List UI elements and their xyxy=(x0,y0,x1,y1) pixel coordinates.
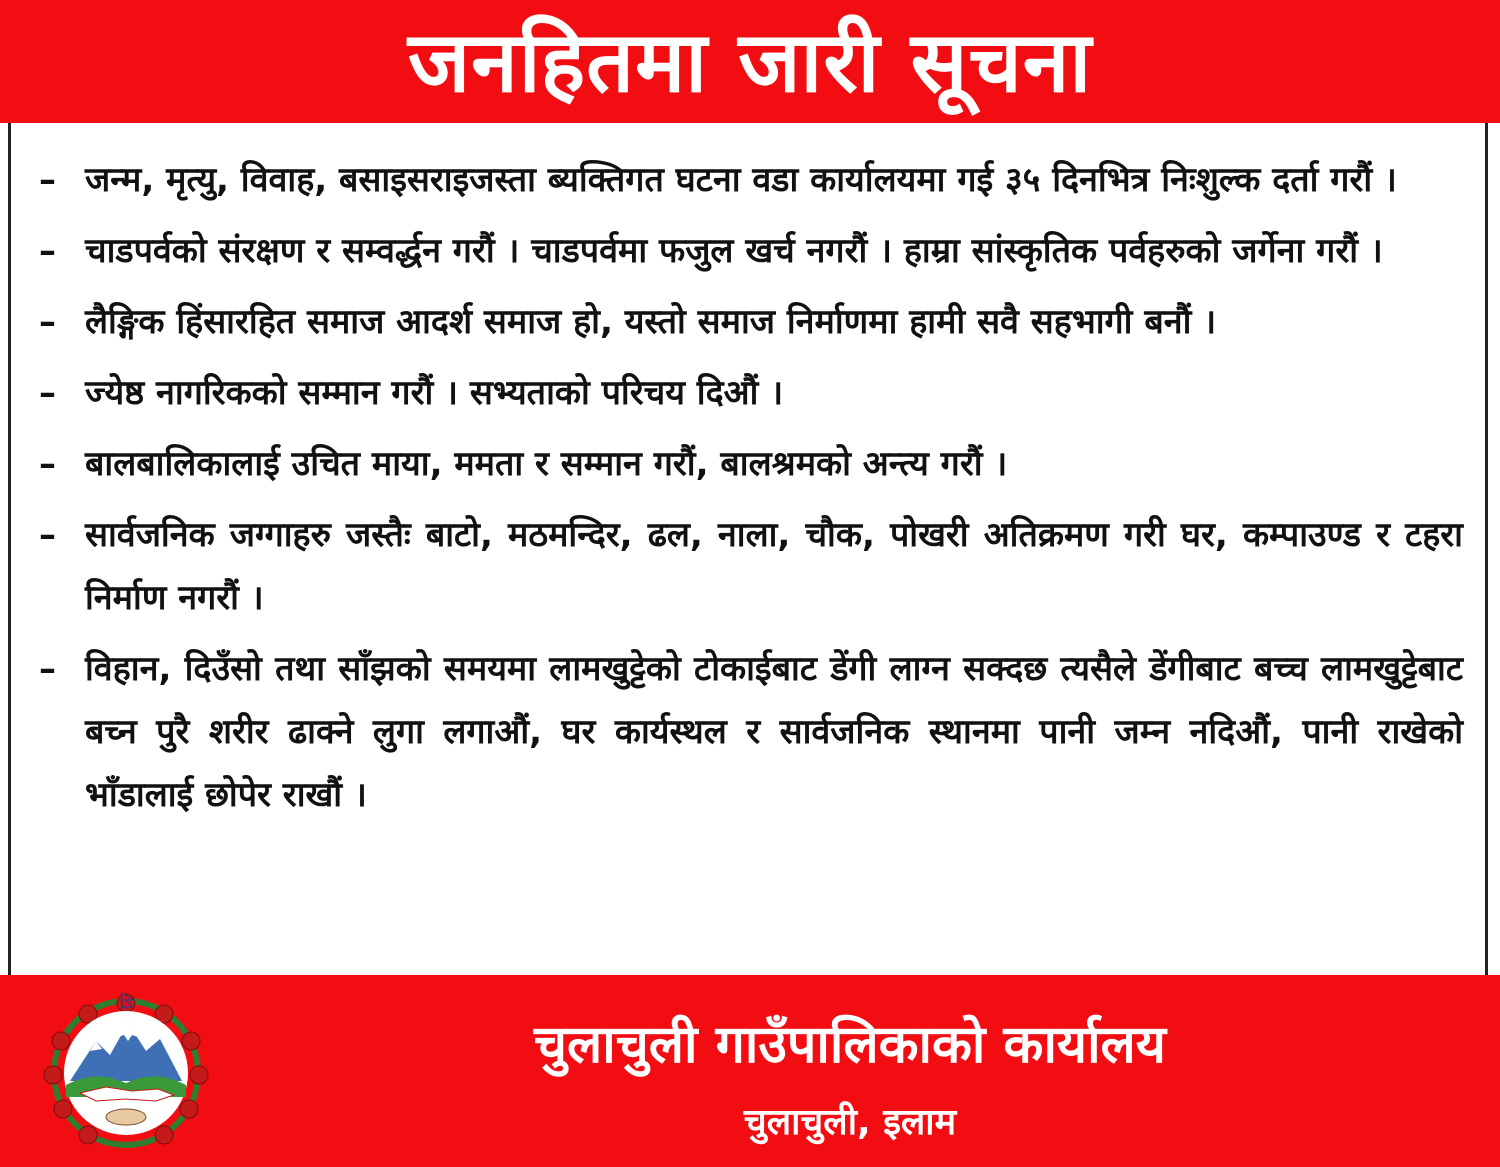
bullet-dash: – xyxy=(39,373,56,413)
notice-text: बालबालिकालाई उचित माया, ममता र सम्मान गरौं, बालश्रमको अन्त्य गरौं । xyxy=(85,444,1008,484)
notice-list xyxy=(39,149,1463,827)
notice-body xyxy=(8,123,1488,975)
list-item xyxy=(39,433,1463,496)
office-location: चुलाचुली, इलाम xyxy=(743,1102,957,1143)
notice-text: ज्येष्ठ नागरिकको सम्मान गरौं । सभ्यताको परिचय दिऔं । xyxy=(85,373,784,413)
list-item xyxy=(39,291,1463,354)
notice-text: जन्म, मृत्यु, विवाह, बसाइसराइजस्ता ब्यक्तिगत घटना वडा कार्यालयमा गई ३५ दिनभित्र निःशुल्क दर्ता गरौं । xyxy=(85,160,1397,200)
list-item xyxy=(39,504,1463,630)
footer-banner xyxy=(0,975,1500,1167)
bullet-dash: – xyxy=(39,160,56,200)
list-item xyxy=(39,149,1463,212)
bullet-dash: – xyxy=(39,302,56,342)
notice-text: विहान, दिउँसो तथा साँझको समयमा लामखुट्टेको टोकाईबाट डेंगी लाग्न सक्दछ त्यसैले डेंगीबाट बच्च लामखुट्टेबाट बच्न पुरै शरीर ढाक्ने लुगा लगाऔं, घर कार्यस्थल र सार्वजनिक स्थानमा पानी जम्न नदिऔं, पानी राखेको भाँडालाई छोपेर राखौं । xyxy=(85,649,1463,815)
office-name: चुलाचुली गाउँपालिकाको कार्यालय xyxy=(534,1015,1166,1075)
bullet-dash: – xyxy=(39,231,56,271)
header-banner xyxy=(0,0,1500,123)
notice-text: सार्वजनिक जग्गाहरु जस्तैः बाटो, मठमन्दिर, ढल, नाला, चौक, पोखरी अतिक्रमण गरी घर, कम्पाउण्ड र टहरा निर्माण नगरौं । xyxy=(85,515,1463,618)
list-item xyxy=(39,220,1463,283)
bullet-dash: – xyxy=(39,649,56,689)
notice-text: लैङ्गिक हिंसारहित समाज आदर्श समाज हो, यस्तो समाज निर्माणमा हामी सवै सहभागी बनौं । xyxy=(85,302,1217,342)
bullet-dash: – xyxy=(39,444,56,484)
notice-text: चाडपर्वको संरक्षण र सम्वर्द्धन गरौं । चाडपर्वमा फजुल खर्च नगरौं । हाम्रा सांस्कृतिक पर्वहरुको जर्गेना गरौं । xyxy=(85,231,1383,271)
list-item xyxy=(39,362,1463,425)
page-title: जनहितमा जारी सूचना xyxy=(407,12,1093,111)
bullet-dash: – xyxy=(39,515,56,555)
list-item xyxy=(39,638,1463,827)
nepal-government-emblem-icon xyxy=(36,989,216,1154)
